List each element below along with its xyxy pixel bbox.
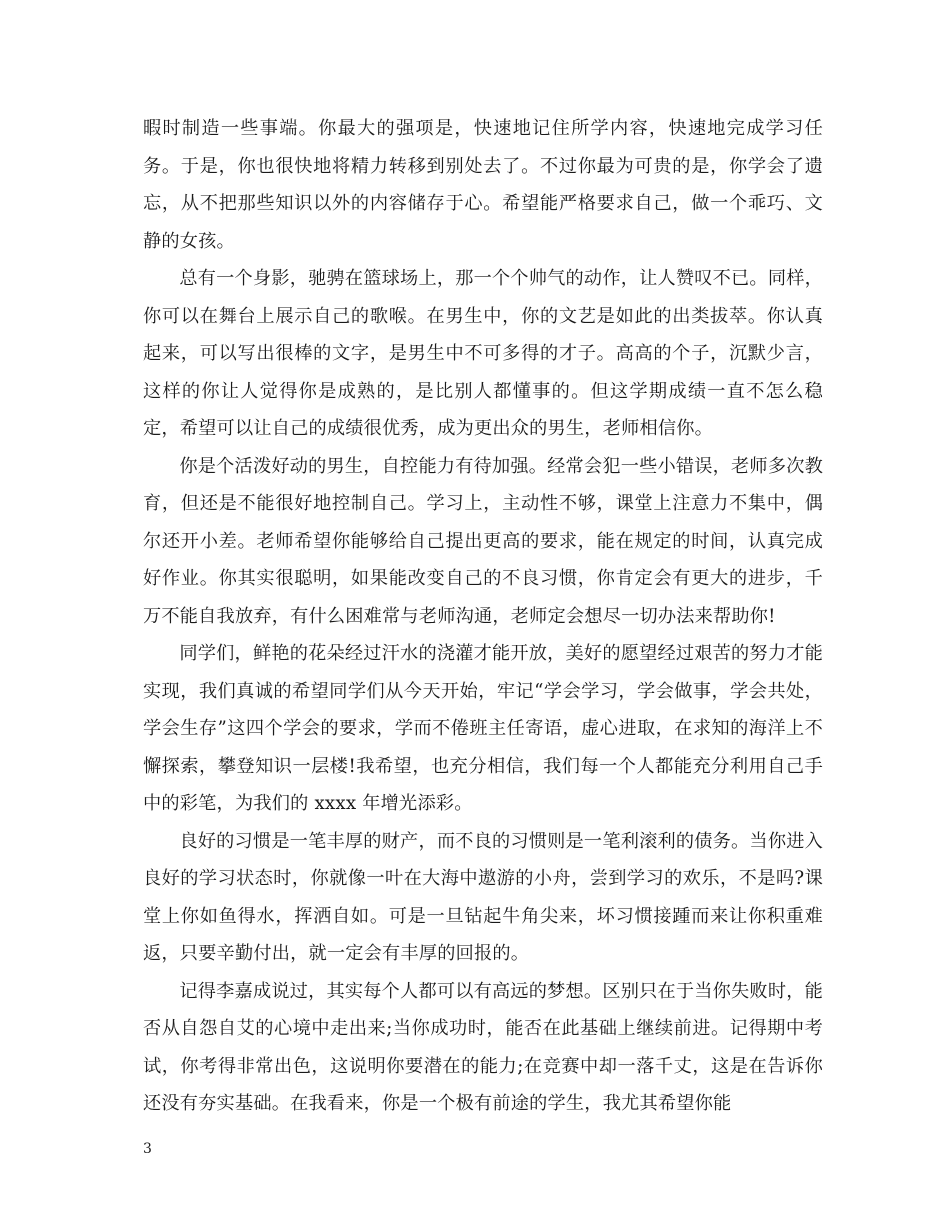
page-number: 3 (143, 1141, 152, 1157)
paragraph-1: 暇时制造一些事端。你最大的强项是，快速地记住所学内容，快速地完成学习任务。于是，你也很快地将精力转移到别处去了。不过你最为可贵的是，你学会了遗忘，从不把那些知识以外的内容储存于心。希望能严格要求自己，做一个乖巧、文静的女孩。 (143, 118, 823, 252)
paragraph-6: 记得李嘉成说过，其实每个人都可以有高远的梦想。区别只在于当你失败时，能否从自怨自艾的心境中走出来;当你成功时，能否在此基础上继续前进。记得期中考试，你考得非常出色，这说明你要潜在的能力;在竞赛中却一落千丈，这是在告诉你还没有夯实基础。在我看来，你是一个极有前途的学生，我尤其希望你能 (143, 980, 823, 1114)
paragraph-3: 你是个活泼好动的男生，自控能力有待加强。经常会犯一些小错误，老师多次教育，但还是不能很好地控制自己。学习上，主动性不够，课堂上注意力不集中，偶尔还开小差。老师希望你能够给自己提出更高的要求，能在规定的时间，认真完成好作业。你其实很聪明，如果能改变自己的不良习惯，你肯定会有更大的进步，千万不能自我放弃，有什么困难常与老师沟通，老师定会想尽一切办法来帮助你! (143, 455, 823, 627)
paragraph-2: 总有一个身影，驰骋在篮球场上，那一个个帅气的动作，让人赞叹不已。同样，你可以在舞台上展示自己的歌喉。在男生中，你的文艺是如此的出类拔萃。你认真起来，可以写出很棒的文字，是男生中不可多得的才子。高高的个子，沉默少言，这样的你让人觉得你是成熟的，是比别人都懂事的。但这学期成绩一直不怎么稳定，希望可以让自己的成绩很优秀，成为更出众的男生，老师相信你。 (143, 268, 823, 439)
document-body (143, 110, 823, 1123)
paragraph-5: 良好的习惯是一笔丰厚的财产，而不良的习惯则是一笔利滚利的债务。当你进入良好的学习状态时，你就像一叶在大海中遨游的小舟，尝到学习的欢乐，不是吗?课堂上你如鱼得水，挥洒自如。可是一旦钻起牛角尖来，坏习惯接踵而来让你积重难返，只要辛勤付出，就一定会有丰厚的回报的。 (143, 830, 823, 964)
paragraph-4: 同学们，鲜艳的花朵经过汗水的浇灌才能开放，美好的愿望经过艰苦的努力才能实现，我们真诚的希望同学们从今天开始，牢记“学会学习，学会做事，学会共处，学会生存”这四个学会的要求，学而不倦班主任寄语，虚心进取，在求知的海洋上不懈探索，攀登知识一层楼!我希望，也充分相信，我们每一个人都能充分利用自己手中的彩笔，为我们的 xxxx 年增光添彩。 (143, 643, 823, 814)
